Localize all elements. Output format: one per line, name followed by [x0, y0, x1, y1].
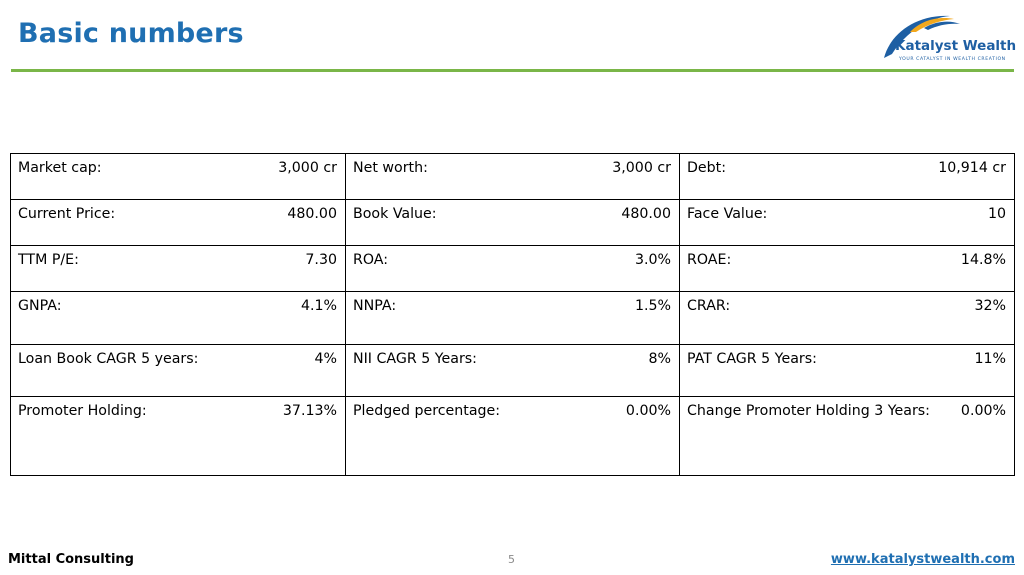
metric-label: ROA:: [353, 252, 389, 268]
metric-label: Promoter Holding:: [18, 403, 147, 419]
metric-cell: [346, 345, 680, 397]
table-row: [11, 154, 1015, 200]
table-row: [11, 345, 1015, 397]
metric-label: Book Value:: [353, 206, 437, 222]
metric-cell: [680, 345, 1015, 397]
metric-cell: [11, 292, 346, 345]
metric-value: 3,000 cr: [612, 160, 671, 176]
metric-label: Pledged percentage:: [353, 403, 501, 419]
metric-cell: [11, 246, 346, 292]
metric-label: Face Value:: [687, 206, 768, 222]
table-row: [11, 200, 1015, 246]
metric-label: ROAE:: [687, 252, 732, 268]
metric-cell: [11, 154, 346, 200]
table-row: [11, 397, 1015, 476]
website-link[interactable]: www.katalystwealth.com: [830, 552, 1015, 567]
metric-cell: [346, 397, 680, 476]
metric-value: 480.00: [287, 206, 337, 222]
metric-value: 7.30: [305, 252, 337, 268]
metric-label: NNPA:: [353, 298, 397, 314]
metric-value: 3.0%: [634, 252, 671, 268]
metric-label: Debt:: [687, 160, 727, 176]
logo-name: Katalyst Wealth: [895, 38, 1017, 54]
metric-value: 37.13%: [282, 403, 337, 419]
metric-value: 4%: [314, 351, 337, 367]
company-logo: [876, 8, 1024, 68]
metric-value: 1.5%: [634, 298, 671, 314]
metric-label: Change Promoter Holding 3 Years:: [687, 403, 930, 419]
title-divider: [11, 69, 1014, 72]
logo-tagline: YOUR CATALYST IN WEALTH CREATION: [899, 57, 1006, 62]
page-title: Basic numbers: [18, 18, 244, 49]
metric-cell: [680, 200, 1015, 246]
page-number: 5: [508, 553, 515, 566]
metric-cell: [680, 246, 1015, 292]
metric-value: 480.00: [621, 206, 671, 222]
metric-value: 11%: [974, 351, 1006, 367]
metric-value: 0.00%: [960, 403, 1006, 419]
table-row: [11, 292, 1015, 345]
metric-value: 32%: [974, 298, 1006, 314]
metric-label: CRAR:: [687, 298, 731, 314]
metric-value: 10: [987, 206, 1006, 222]
metric-value: 8%: [648, 351, 671, 367]
footer-company: Mittal Consulting: [8, 552, 134, 567]
metric-cell: [680, 292, 1015, 345]
metric-value: 3,000 cr: [278, 160, 337, 176]
metric-label: TTM P/E:: [18, 252, 79, 268]
metric-cell: [11, 345, 346, 397]
metric-label: Net worth:: [353, 160, 428, 176]
metric-cell: [346, 200, 680, 246]
metric-cell: [11, 200, 346, 246]
metric-label: PAT CAGR 5 Years:: [687, 351, 817, 367]
metric-cell: [680, 154, 1015, 200]
metric-value: 10,914 cr: [938, 160, 1006, 176]
metric-cell: [346, 246, 680, 292]
metrics-table: [10, 153, 1015, 476]
metric-cell: [346, 154, 680, 200]
metric-value: 0.00%: [625, 403, 671, 419]
metric-cell: [11, 397, 346, 476]
metric-value: 4.1%: [300, 298, 337, 314]
metric-label: Loan Book CAGR 5 years:: [18, 351, 199, 367]
metric-cell: [680, 397, 1015, 476]
metric-label: NII CAGR 5 Years:: [353, 351, 477, 367]
metric-label: Current Price:: [18, 206, 116, 222]
metric-label: Market cap:: [18, 160, 102, 176]
metric-cell: [346, 292, 680, 345]
metric-value: 14.8%: [960, 252, 1006, 268]
table-row: [11, 246, 1015, 292]
metric-label: GNPA:: [18, 298, 62, 314]
